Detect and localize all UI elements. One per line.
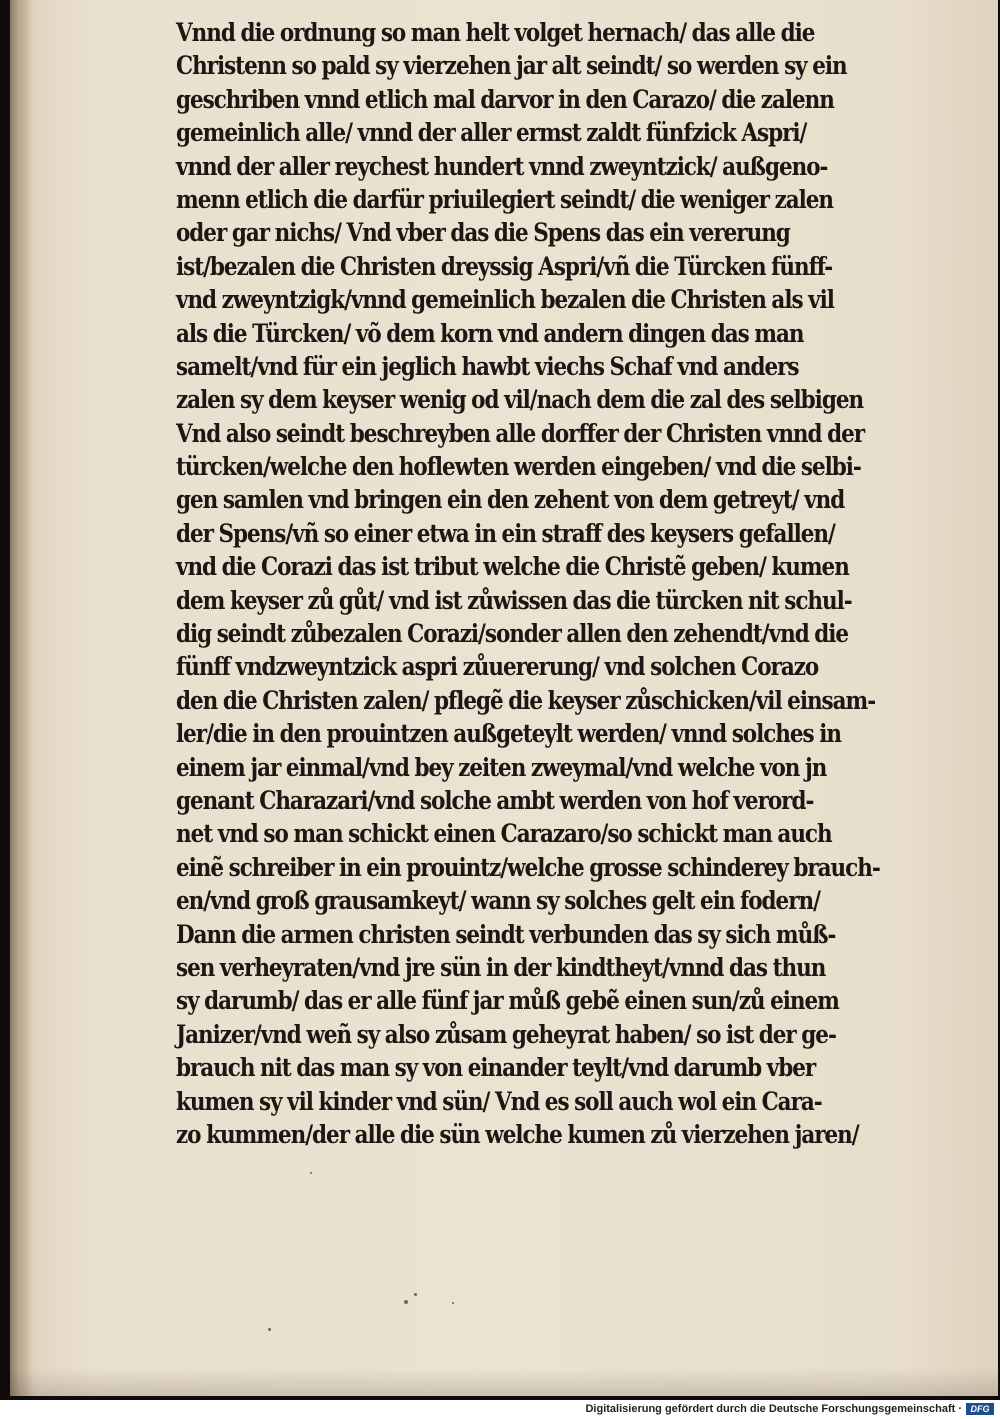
- text-line: Dann die armen christen seindt verbunden das sy sich můß-: [176, 919, 836, 949]
- text-line: einẽ schreiber in ein prouintz/welche grosse schinderey brauch-: [176, 852, 880, 882]
- text-line: kumen sy vil kinder vnd sün/ Vnd es soll auch wol ein Cara-: [176, 1086, 822, 1116]
- text-line: genant Charazari/vnd solche ambt werden von hof verord-: [176, 785, 814, 815]
- text-line: den die Christen zalen/ pflegẽ die keyser zůschicken/vil einsam-: [176, 685, 876, 715]
- text-line: Janizer/vnd weñ sy also zůsam geheyrat haben/ so ist der ge-: [176, 1019, 836, 1049]
- footer-bar: [0, 1400, 1000, 1419]
- funding-credit: Digitalisierung gefördert durch die Deutsche Forschungsgemeinschaft ·: [585, 1403, 962, 1415]
- text-line: sy darumb/ das er alle fünf jar můß gebẽ einen sun/zů einem: [176, 986, 839, 1016]
- text-line: menn etlich die darfür priuilegiert seindt/ die weniger zalen: [176, 184, 834, 214]
- ink-speck: [452, 1302, 454, 1304]
- text-line: brauch nit das man sy von einander teylt/vnd darumb vber: [176, 1053, 816, 1083]
- text-line: Christenn so pald sy vierzehen jar alt seindt/ so werden sy ein: [176, 51, 847, 81]
- page-text-block: [176, 16, 966, 1151]
- ink-speck: [404, 1300, 408, 1304]
- text-line: als die Türcken/ võ dem korn vnd andern dingen das man: [176, 318, 804, 348]
- ink-speck: [268, 1328, 271, 1331]
- text-line: dig seindt zůbezalen Corazi/sonder allen den zehendt/vnd die: [176, 619, 849, 649]
- text-line: gemeinlich alle/ vnnd der aller ermst zaldt fünfzick Aspri/: [176, 118, 807, 148]
- text-line: Vnd also seindt beschreyben alle dorffer der Christen vnnd der: [176, 418, 865, 448]
- text-line: zo kummen/der alle die sün welche kumen zů vierzehen jaren/: [176, 1119, 859, 1149]
- text-line: dem keyser zů gůt/ vnd ist zůwissen das die türcken nit schul-: [176, 585, 852, 615]
- text-line: net vnd so man schickt einen Carazaro/so schickt man auch: [176, 819, 832, 849]
- text-line: gen samlen vnd bringen ein den zehent von dem getreyt/ vnd: [176, 485, 845, 515]
- text-line: vnd die Corazi das ist tribut welche die Christẽ geben/ kumen: [176, 552, 849, 582]
- text-line: samelt/vnd für ein jeglich hawbt viechs Schaf vnd anders: [176, 351, 799, 381]
- text-line: zalen sy dem keyser wenig od vil/nach dem die zal des selbigen: [176, 385, 864, 415]
- text-line: oder gar nichs/ Vnd vber das die Spens das ein vererung: [176, 218, 790, 248]
- text-line: ler/die in den prouintzen außgeteylt werden/ vnnd solches in: [176, 719, 841, 749]
- text-line: geschriben vnnd etlich mal darvor in den Carazo/ die zalenn: [176, 84, 834, 114]
- text-line: türcken/welche den hoflewten werden eingeben/ vnd die selbi-: [176, 452, 861, 482]
- ink-speck: [310, 1172, 312, 1174]
- page-bottom-shadow: [10, 1368, 998, 1396]
- text-line: Vnnd die ordnung so man helt volget hernach/ das alle die: [176, 18, 815, 47]
- text-line: vnd zweyntzigk/vnnd gemeinlich bezalen die Christen als vil: [176, 285, 834, 315]
- text-line: ist/bezalen die Christen dreyssig Aspri/vñ die Türcken fünff-: [176, 251, 833, 281]
- text-line: sen verheyraten/vnd jre sün in der kindtheyt/vnnd das thun: [176, 952, 826, 982]
- text-line: en/vnd groß grausamkeyt/ wann sy solches gelt ein fodern/: [176, 886, 820, 916]
- page-gutter-shadow: [10, 0, 32, 1396]
- text-line: fünff vndzweyntzick aspri zůuererung/ vnd solchen Corazo: [176, 652, 819, 682]
- text-line: der Spens/vñ so einer etwa in ein straff des keysers gefallen/: [176, 518, 835, 548]
- text-line: einem jar einmal/vnd bey zeiten zweymal/vnd welche von jn: [176, 752, 827, 782]
- ink-speck: [414, 1293, 417, 1296]
- dfg-logo: DFG: [966, 1403, 994, 1415]
- text-line: vnnd der aller reychest hundert vnnd zweyntzick/ außgeno-: [176, 151, 828, 181]
